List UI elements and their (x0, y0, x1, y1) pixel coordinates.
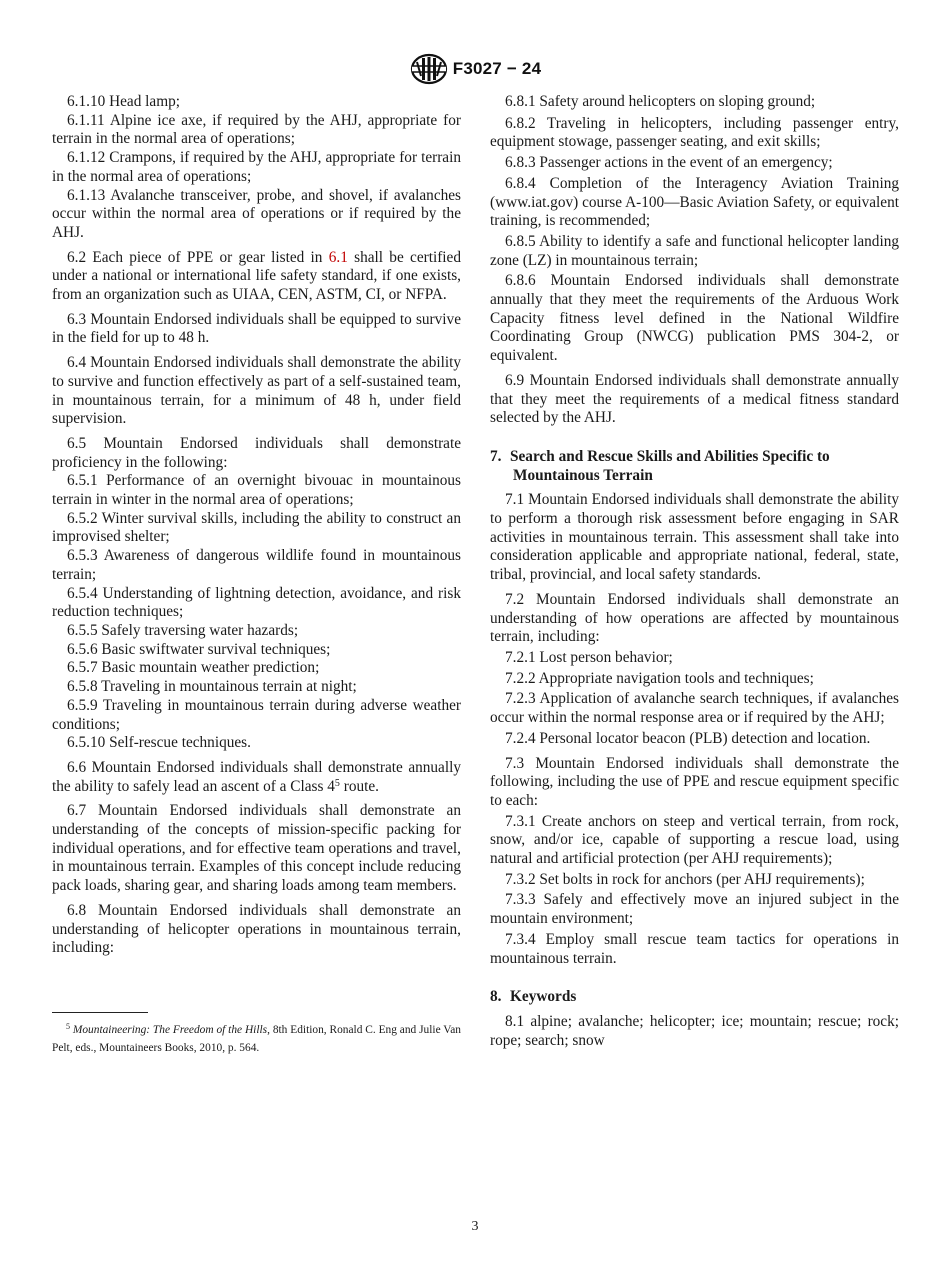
para-6-8-5: 6.8.5 Ability to identify a safe and functional helicopter landing zone (LZ) in mountainous terrain; (490, 232, 899, 269)
para-6-2 (52, 249, 461, 305)
para-7-1: 7.1 Mountain Endorsed individuals shall demonstrate the ability to perform a thorough risk assessment before engaging in SAR activities in mountainous terrain. This assessment shall take into consideration applicable and appropriate national, federal, state, tribal, provincial, and local safety standards. (490, 491, 899, 584)
para-7-3-1: 7.3.1 Create anchors on steep and vertical terrain, from rock, snow, and/or ice, capable of supporting a rescue load, using natural and artificial protection (per AHJ requirements); (490, 812, 899, 868)
page-header (0, 52, 950, 86)
para-6-3: 6.3 Mountain Endorsed individuals shall be equipped to survive in the field for up to 48 h. (52, 310, 461, 347)
astm-logo-icon (409, 53, 449, 85)
para-8-1: 8.1 alpine; avalanche; helicopter; ice; mountain; rescue; rock; rope; search; snow (490, 1012, 899, 1049)
para-6-6-text-b: route. (339, 777, 379, 795)
footnote-5 (52, 1022, 461, 1057)
para-6-9: 6.9 Mountain Endorsed individuals shall demonstrate annually that they meet the requirements of a medical fitness standard selected by the AHJ. (490, 371, 899, 427)
standard-designation: F3027 − 24 (452, 59, 542, 78)
para-6-5-5: 6.5.5 Safely traversing water hazards; (67, 621, 299, 639)
para-6-5-4: 6.5.4 Understanding of lightning detection, avoidance, and risk reduction techniques; (52, 584, 461, 621)
para-6-2-text-a: 6.2 Each piece of PPE or gear listed in (67, 248, 329, 266)
para-6-1-13: 6.1.13 Avalanche transceiver, probe, and shovel, if avalanches occur within the normal area of operations or if required by the AHJ. (52, 186, 461, 241)
para-7-3: 7.3 Mountain Endorsed individuals shall demonstrate the following, including the use of PPE and rescue equipment specific to each: (490, 754, 899, 809)
para-6-8-2: 6.8.2 Traveling in helicopters, including passenger entry, equipment stowage, passenger seating, and exit skills; (490, 114, 899, 151)
para-6-6-text-a: 6.6 Mountain Endorsed individuals shall demonstrate annually the ability to safely lead an ascent of a Class 4 (52, 758, 461, 795)
right-column (490, 93, 899, 1050)
para-6-8-3: 6.8.3 Passenger actions in the event of an emergency; (505, 154, 833, 172)
para-6-5-1: 6.5.1 Performance of an overnight bivouac in mountainous terrain in winter in the normal area of operations; (52, 472, 461, 509)
footnote-marker: 5 (66, 1022, 70, 1031)
para-7-2-3: 7.2.3 Application of avalanche search techniques, if avalanches occur within the normal response area or if required by the AHJ; (490, 690, 899, 727)
para-7-2-2: 7.2.2 Appropriate navigation tools and techniques; (505, 669, 814, 687)
footnote-divider (52, 1012, 148, 1013)
para-7-2-4: 7.2.4 Personal locator beacon (PLB) detection and location. (505, 729, 871, 747)
para-6-5-6: 6.5.6 Basic swiftwater survival techniques; (67, 640, 331, 658)
footnote-text: , 8th Edition, Ronald C. Eng and Julie Van Pelt, eds., Mountaineers Books, 2010, p. 564. (52, 1024, 461, 1054)
section-7-number: 7. (490, 447, 502, 465)
para-6-5: 6.5 Mountain Endorsed individuals shall demonstrate proficiency in the following: (52, 434, 461, 471)
para-6-5-10: 6.5.10 Self-rescue techniques. (67, 734, 251, 752)
footnote-ref-5[interactable]: 5 (334, 777, 340, 789)
section-8-title: Keywords (510, 988, 577, 1006)
section-7-title: Search and Rescue Skills and Abilities Specific to Mountainous Terrain (510, 447, 830, 484)
para-6-2-text-b: shall be certified under a national or international life safety standard, if one exists, from an organization such as UIAA, CEN, ASTM, CI, or NFPA. (52, 248, 461, 304)
section-7-heading (490, 448, 899, 485)
para-6-5-9: 6.5.9 Traveling in mountainous terrain during adverse weather conditions; (52, 696, 461, 733)
para-6-5-3: 6.5.3 Awareness of dangerous wildlife found in mountainous terrain; (52, 547, 461, 583)
para-6-8-4: 6.8.4 Completion of the Interagency Aviation Training (www.iat.gov) course A-100—Basic Aviation Safety, or equivalent training, is recommended; (490, 174, 899, 230)
section-8-number: 8. (490, 988, 502, 1006)
para-6-5-8: 6.5.8 Traveling in mountainous terrain at night; (67, 678, 357, 696)
para-6-8: 6.8 Mountain Endorsed individuals shall demonstrate an understanding of helicopter operations in mountainous terrain, including: (52, 901, 461, 957)
para-6-7: 6.7 Mountain Endorsed individuals shall demonstrate an understanding of the concepts of mission-specific packing for individual operations, and for effective team operations and travel, in mountainous terrain. Examples of this concept include reducing pack loads, sharing gear, and sharing loads among team members. (52, 802, 461, 895)
para-6-1-12: 6.1.12 Crampons, if required by the AHJ, appropriate for terrain in the normal area of operations; (52, 149, 461, 185)
para-6-1-11: 6.1.11 Alpine ice axe, if required by the AHJ, appropriate for terrain in the normal area of operations; (52, 111, 461, 148)
page-number: 3 (471, 1219, 479, 1234)
para-6-4: 6.4 Mountain Endorsed individuals shall demonstrate the ability to survive and function effectively as part of a self-sustained team, in mountainous terrain, for a minimum of 48 h, under field supervision. (52, 354, 461, 428)
para-6-8-1: 6.8.1 Safety around helicopters on sloping ground; (505, 93, 816, 110)
para-7-2: 7.2 Mountain Endorsed individuals shall demonstrate an understanding of how operations are affected by mountainous terrain, including: (490, 590, 899, 646)
para-7-2-1: 7.2.1 Lost person behavior; (505, 648, 673, 666)
para-6-6 (52, 759, 461, 796)
para-7-3-3: 7.3.3 Safely and effectively move an injured subject in the mountain environment; (490, 891, 899, 928)
para-6-5-7: 6.5.7 Basic mountain weather prediction; (67, 659, 320, 677)
para-7-3-2: 7.3.2 Set bolts in rock for anchors (per AHJ requirements); (505, 870, 865, 888)
para-6-1-10: 6.1.10 Head lamp; (67, 93, 181, 110)
para-6-5-2: 6.5.2 Winter survival skills, including the ability to construct an improvised shelter; (52, 509, 461, 546)
section-8-heading (490, 988, 899, 1007)
para-6-8-6: 6.8.6 Mountain Endorsed individuals shall demonstrate annually that they meet the requirements of the Arduous Work Capacity fitness level defined in the National Wildfire Coordinating Group (NWCG) publication PMS 304-2, or equivalent. (490, 272, 899, 365)
para-7-3-4: 7.3.4 Employ small rescue team tactics for operations in mountainous terrain. (490, 930, 899, 967)
section-6-1-link[interactable]: 6.1 (328, 248, 348, 266)
left-column (52, 93, 461, 958)
footnote-book-title: Mountaineering: The Freedom of the Hills (72, 1024, 268, 1036)
